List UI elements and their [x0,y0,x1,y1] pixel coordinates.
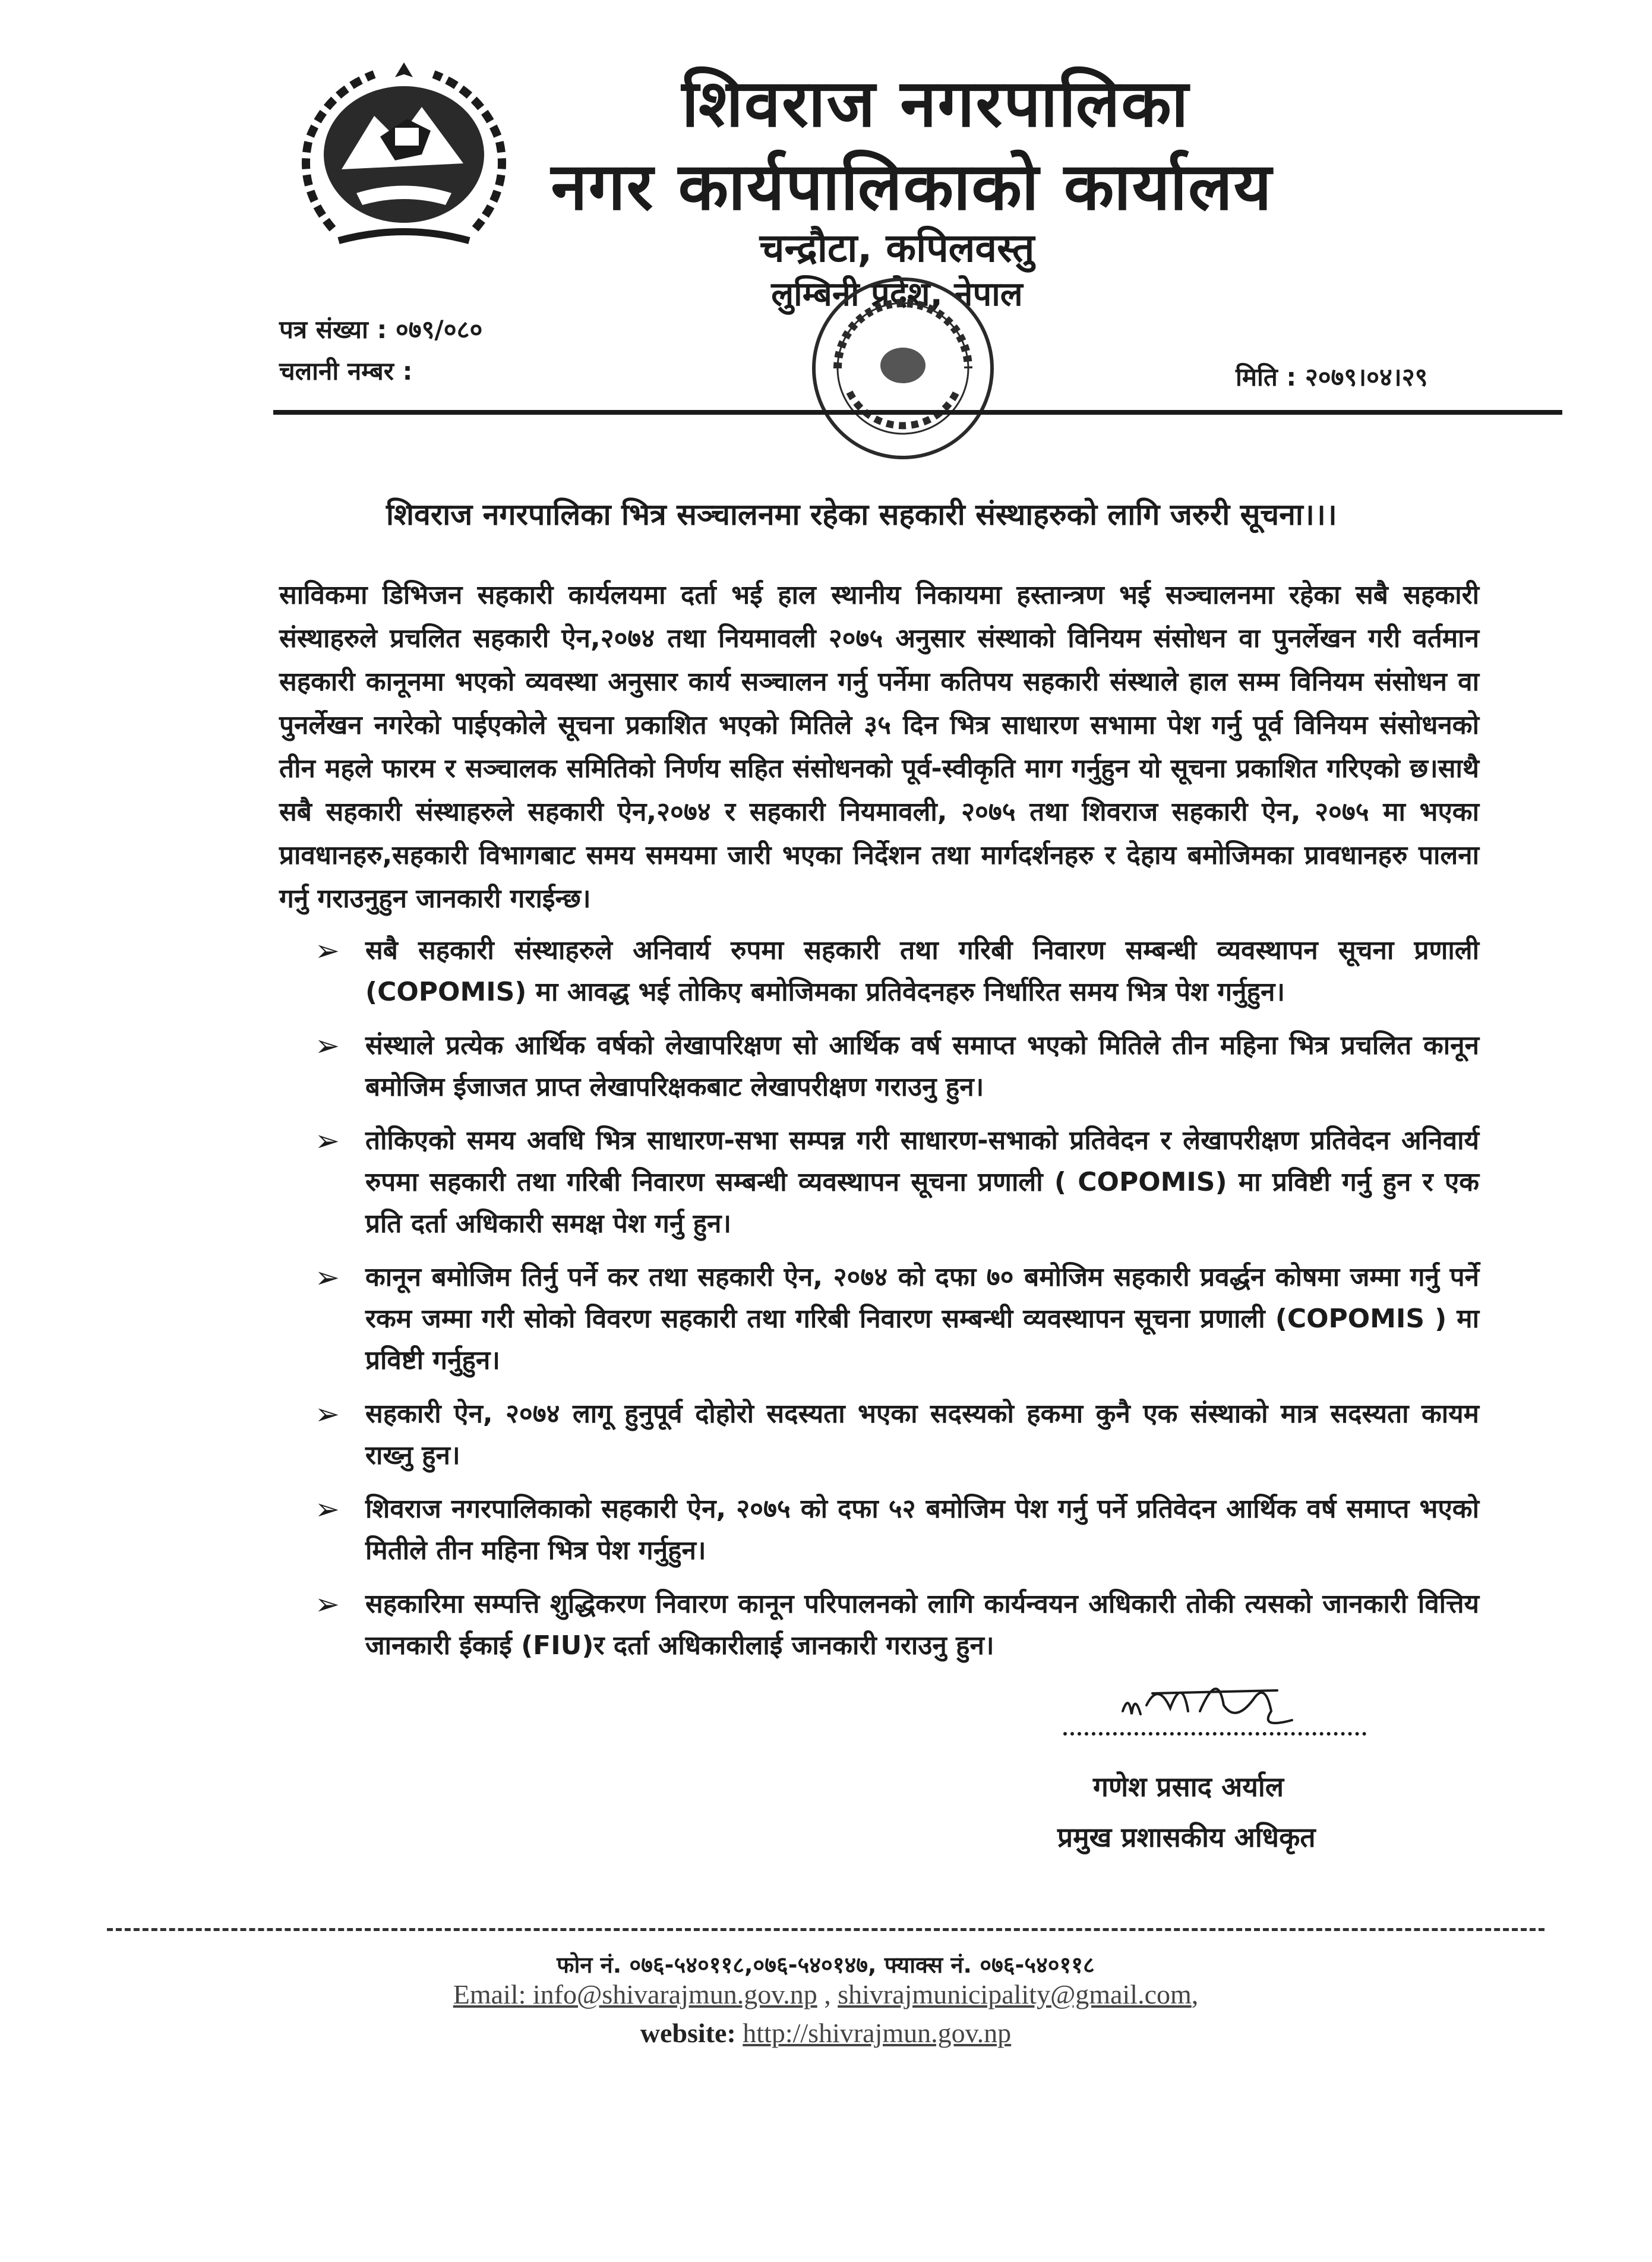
directive-item [315,930,1479,1013]
signatory-name: गणेश प्रसाद अर्याल [1093,1771,1284,1803]
directive-text: सहकारी ऐन, २०७४ लागू हुनुपूर्व दोहोरो सदस्यता भएका सदस्यको हकमा कुनै एक संस्थाको मात्र सदस्यता कायम राख्नु हुन। [365,1399,1479,1471]
signatory-title: प्रमुख प्रशासकीय अधिकृत [1057,1821,1316,1853]
footer-email-line [333,1979,1319,2010]
directive-text: कानून बमोजिम तिर्नु पर्ने कर तथा सहकारी ऐन, २०७४ को दफा ७० बमोजिम सहकारी प्रवर्द्धन कोषमा जम्मा गर्नु पर्ने रकम जम्मा गरी सोको विवरण सहकारी तथा गरिबी निवारण सम्बन्धी व्यवस्थापन सूचना प्रणाली (COPOMIS ) मा प्रविष्टी गर्नुहुन। [365,1262,1479,1376]
arrow-bullet-icon: ➢ [315,1029,340,1063]
notice-body: साविकमा डिभिजन सहकारी कार्यलयमा दर्ता भई हाल स्थानीय निकायमा हस्तान्त्रण भई सञ्चालनमा रहेका सबै सहकारी संस्थाहरुले प्रचलित सहकारी ऐन,२०७४ तथा नियमावली २०७५ अनुसार संस्थाको विनियम संसोधन वा पुनर्लेखन गरी वर्तमान सहकारी कानूनमा भएको व्यवस्था अनुसार कार्य सञ्चालन गर्नु पर्नेमा कतिपय सहकारी संस्थाले हाल सम्म विनियम संसोधन वा पुनर्लेखन नगरेको पाईएकोले सूचना प्रकाशित भएको मितिले ३५ दिन भित्र साधारण सभामा पेश गर्नु पूर्व विनियम संसोधनको तीन महले फारम र सञ्चालक समितिको निर्णय सहित संसोधनको पूर्व-स्वीकृति माग गर्नुहुन यो सूचना प्रकाशित गरिएको छ।साथै सबै सहकारी संस्थाहरुले सहकारी ऐन,२०७४ र सहकारी नियमावली, २०७५ तथा शिवराज सहकारी ऐन, २०७५ मा भएका प्रावधानहरु,सहकारी विभागबाट समय समयमा जारी भएका निर्देशन तथा मार्गदर्शनहरु र देहाय बमोजिमका प्रावधानहरु पालना गर्नु गराउनुहुन जानकारी गराईन्छ। [279,580,1479,914]
header-divider [273,410,1562,415]
arrow-bullet-icon: ➢ [315,1124,340,1158]
arrow-bullet-icon: ➢ [315,1260,340,1295]
directive-text: संस्थाले प्रत्येक आर्थिक वर्षको लेखापरिक्षण सो आर्थिक वर्ष समाप्त भएको मितिले तीन महिना भित्र प्रचलित कानून बमोजिम ईजाजत प्राप्त लेखापरिक्षकबाट लेखापरीक्षण गराउनु हुन। [365,1030,1479,1102]
footer-phone: फोन नं. ०७६-५४०११८,०७६-५४०१४७, फ्याक्स नं. ०७६-५४०११८ [557,1952,1095,1978]
office-name: नगर कार्यपालिकाको कार्यालय [551,149,1273,225]
official-stamp [802,267,1004,469]
email-link-gmail[interactable]: shivrajmunicipality@gmail.com [838,1979,1192,2009]
directive-text: तोकिएको समय अवधि भित्र साधारण-सभा सम्पन्न गरी साधारण-सभाको प्रतिवेदन र लेखापरीक्षण प्रतिवेदन अनिवार्य रुपमा सहकारी तथा गरिबी निवारण सम्बन्धी व्यवस्थापन सूचना प्रणाली ( COPOMIS) मा प्रविष्टी गर्नु हुन र एक प्रति दर्ता अधिकारी समक्ष पेश गर्नु हुन। [365,1125,1479,1239]
email-end: , [1191,1979,1199,2009]
arrow-bullet-icon: ➢ [315,933,340,968]
email-link-office[interactable]: info@shivarajmun.gov.np [532,1979,817,2009]
directives-list [315,930,1479,1679]
directive-text: सबै सहकारी संस्थाहरुले अनिवार्य रुपमा सहकारी तथा गरिबी निवारण सम्बन्धी व्यवस्थापन सूचना प्रणाली (COPOMIS) मा आवद्ध भई तोकिए बमोजिमका प्रतिवेदनहरु निर्धारित समय भित्र पेश गर्नुहुन। [365,935,1479,1007]
arrow-bullet-icon: ➢ [315,1397,340,1431]
arrow-bullet-icon: ➢ [315,1492,340,1526]
signature-mark [1117,1658,1301,1735]
directive-item [315,1025,1479,1108]
directive-item [315,1120,1479,1245]
arrow-bullet-icon: ➢ [315,1587,340,1621]
organization-name: शिवराज नगरपालिका [681,65,1190,141]
nepal-emblem-logo [285,51,523,253]
directive-item [315,1488,1479,1572]
letter-date: मिति : २०७९।०४।२९ [1236,362,1428,392]
footer-website-line [333,2017,1319,2049]
website-link[interactable]: http://shivrajmun.gov.np [743,2018,1012,2048]
letter-number: पत्र संख्या : ०७९/०८० [279,315,483,344]
directive-item [315,1257,1479,1381]
directive-text: सहकारिमा सम्पत्ति शुद्धिकरण निवारण कानून परिपालनको लागि कार्यन्वयन अधिकारी तोकी त्यसको जानकारी वित्तिय जानकारी ईकाई (FIU)र दर्ता अधिकारीलाई जानकारी गराउनु हुन। [365,1589,1479,1661]
website-label: website: [640,2018,743,2048]
email-label: Email: [453,1979,533,2009]
notice-subject: शिवराज नगरपालिका भित्र सञ्चालनमा रहेका सहकारी संस्थाहरुको लागि जरुरी सूचना।।। [386,497,1337,532]
address-line-2: लुम्बिनी प्रदेश, नेपाल [771,275,1023,314]
footer-divider [107,1928,1544,1931]
signature-line [1063,1732,1366,1736]
email-separator: , [817,1979,838,2009]
directive-item [315,1393,1479,1477]
dispatch-number: चलानी नम्बर : [279,357,413,386]
directive-item [315,1583,1479,1667]
directive-text: शिवराज नगरपालिकाको सहकारी ऐन, २०७५ को दफा ५२ बमोजिम पेश गर्नु पर्ने प्रतिवेदन आर्थिक वर्ष समाप्त भएको मितीले तीन महिना भित्र पेश गर्नुहुन। [365,1494,1479,1566]
address-line-1: चन्द्रौटा, कपिलवस्तु [759,225,1035,271]
